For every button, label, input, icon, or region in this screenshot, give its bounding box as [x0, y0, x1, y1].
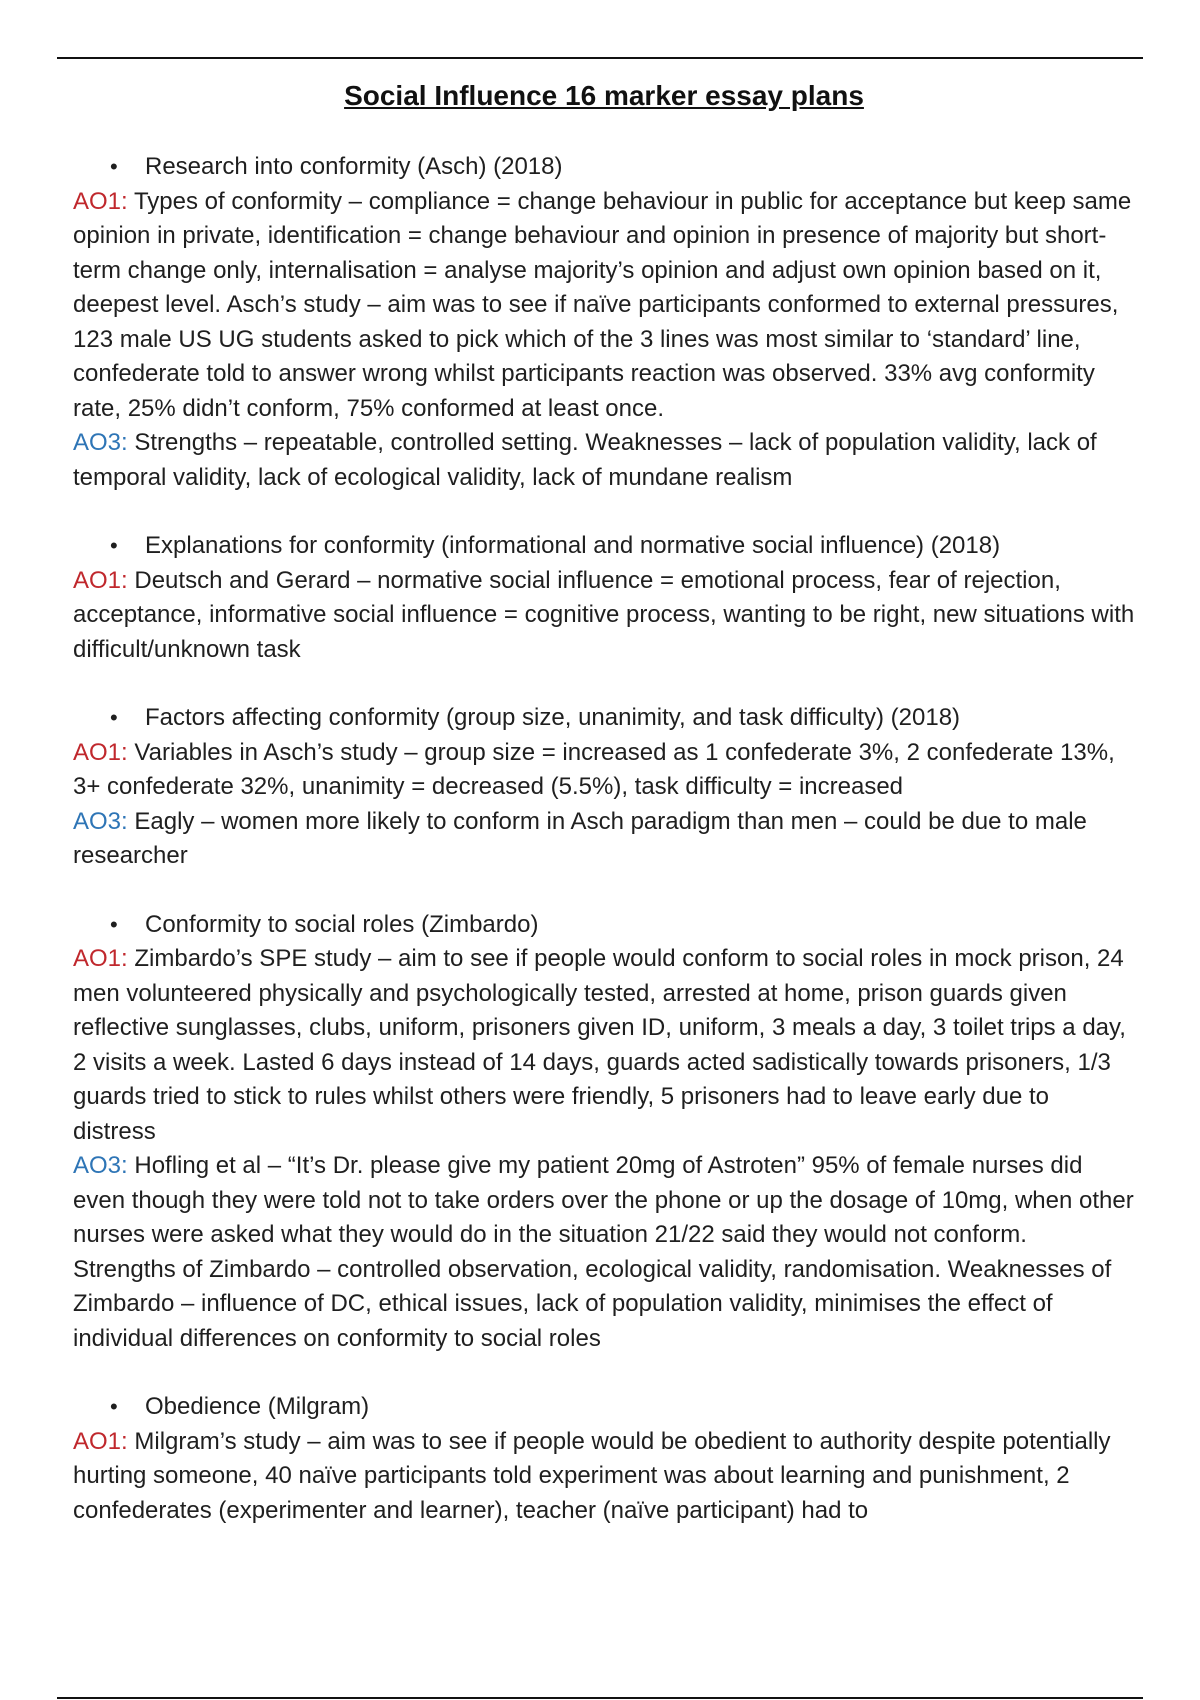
bullet-icon: •	[110, 533, 118, 558]
essay-section-asch-research	[73, 150, 1135, 495]
essay-section-social-roles	[73, 908, 1135, 1357]
paragraph-ao3	[73, 1149, 1135, 1356]
paragraph-text: Deutsch and Gerard – normative social influence = emotional process, fear of rejection, acceptance, informative social influence = cognitive process, wanting to be right, new situations with difficult/unknown task	[73, 566, 1135, 663]
bullet-icon: •	[110, 911, 118, 937]
bottom-rule	[57, 1697, 1143, 1699]
top-rule	[57, 57, 1143, 59]
section-heading-text: Obedience (Milgram)	[145, 1393, 370, 1420]
paragraph-ao1	[73, 942, 1135, 1149]
paragraph-text: Types of conformity – compliance = change behaviour in public for acceptance but keep same opinion in private, identification = change behaviour and opinion in presence of majority but short-term change only, internalisation = analyse majority’s opinion and adjust own opinion based on it, deepest level. Asch’s study – aim was to see if naïve participants conformed to external pressures, 123 male US UG students asked to pick which of the 3 lines was most similar to ‘standard’ line, confederate told to answer wrong whilst participants reaction was observed. 33% avg conformity rate, 25% didn’t conform, 75% conformed at least once.	[73, 187, 1132, 422]
ao3-label: AO3:	[73, 1152, 128, 1179]
paragraph-ao3	[73, 805, 1135, 874]
section-heading	[73, 701, 1135, 736]
paragraph-text: Zimbardo’s SPE study – aim to see if people would conform to social roles in mock prison, 24 men volunteered physically and psychologically tested, arrested at home, prison guards given reflective sunglasses, clubs, uniform, prisoners given ID, uniform, 3 meals a day, 3 toilet trips a day, 2 visits a week. Lasted 6 days instead of 14 days, guards acted sadistically towards prisoners, 1/3 guards tried to stick to rules whilst others were friendly, 5 prisoners had to leave early due to distress	[73, 945, 1126, 1145]
paragraph-ao1	[73, 185, 1135, 427]
ao3-label: AO3:	[73, 429, 128, 456]
bullet-icon: •	[110, 705, 118, 730]
ao1-label: AO1:	[73, 187, 128, 215]
ao1-label: AO1:	[73, 1427, 128, 1455]
section-heading	[73, 1390, 1135, 1425]
section-heading-text: Research into conformity (Asch) (2018)	[145, 153, 563, 180]
paragraph-text: Strengths – repeatable, controlled setting. Weaknesses – lack of population validity, lack of temporal validity, lack of ecological validity, lack of mundane realism	[73, 429, 1097, 491]
ao1-label: AO1:	[73, 566, 128, 594]
bullet-icon: •	[110, 154, 118, 179]
section-heading	[73, 529, 1135, 564]
bullet-icon: •	[110, 1394, 118, 1419]
essay-section-explanations	[73, 529, 1135, 667]
paragraph-text: Variables in Asch’s study – group size = increased as 1 confederate 3%, 2 confederate 13%, 3+ confederate 32%, unanimity = decreased (5.5%), task difficulty = increased	[73, 738, 1115, 800]
paragraph-ao1	[73, 564, 1135, 668]
section-heading	[73, 150, 1135, 185]
paragraph-ao1	[73, 1425, 1135, 1529]
paragraph-text: Hofling et al – “It’s Dr. please give my patient 20mg of Astroten” 95% of female nurses did even though they were told not to take orders over the phone or up the dosage of 10mg, when other nurses were asked what they would do in the situation 21/22 said they would not conform. Strengths of Zimbardo – controlled observation, ecological validity, randomisation. Weaknesses of Zimbardo – influence of DC, ethical issues, lack of population validity, minimises the effect of individual differences on conformity to social roles	[73, 1152, 1134, 1352]
essay-section-obedience	[73, 1390, 1135, 1528]
ao1-label: AO1:	[73, 738, 128, 766]
page-title: Social Influence 16 marker essay plans	[344, 80, 864, 111]
ao1-label: AO1:	[73, 945, 128, 972]
section-heading-text: Factors affecting conformity (group size, unanimity, and task difficulty) (2018)	[145, 704, 961, 731]
paragraph-ao1	[73, 736, 1135, 805]
paragraph-ao3	[73, 426, 1135, 495]
paragraph-text: Eagly – women more likely to conform in Asch paradigm than men – could be due to male researcher	[73, 807, 1087, 869]
section-heading-text: Explanations for conformity (informational and normative social influence) (2018)	[145, 532, 1001, 559]
section-heading	[73, 908, 1135, 943]
paragraph-text: Milgram’s study – aim was to see if people would be obedient to authority despite potentially hurting someone, 40 naïve participants told experiment was about learning and punishment, 2 confederates (experimenter and learner), teacher (naïve participant) had to	[73, 1427, 1111, 1524]
section-heading-text: Conformity to social roles (Zimbardo)	[145, 910, 539, 938]
document-page	[73, 72, 1135, 1562]
essay-section-factors	[73, 701, 1135, 874]
ao3-label: AO3:	[73, 807, 128, 835]
